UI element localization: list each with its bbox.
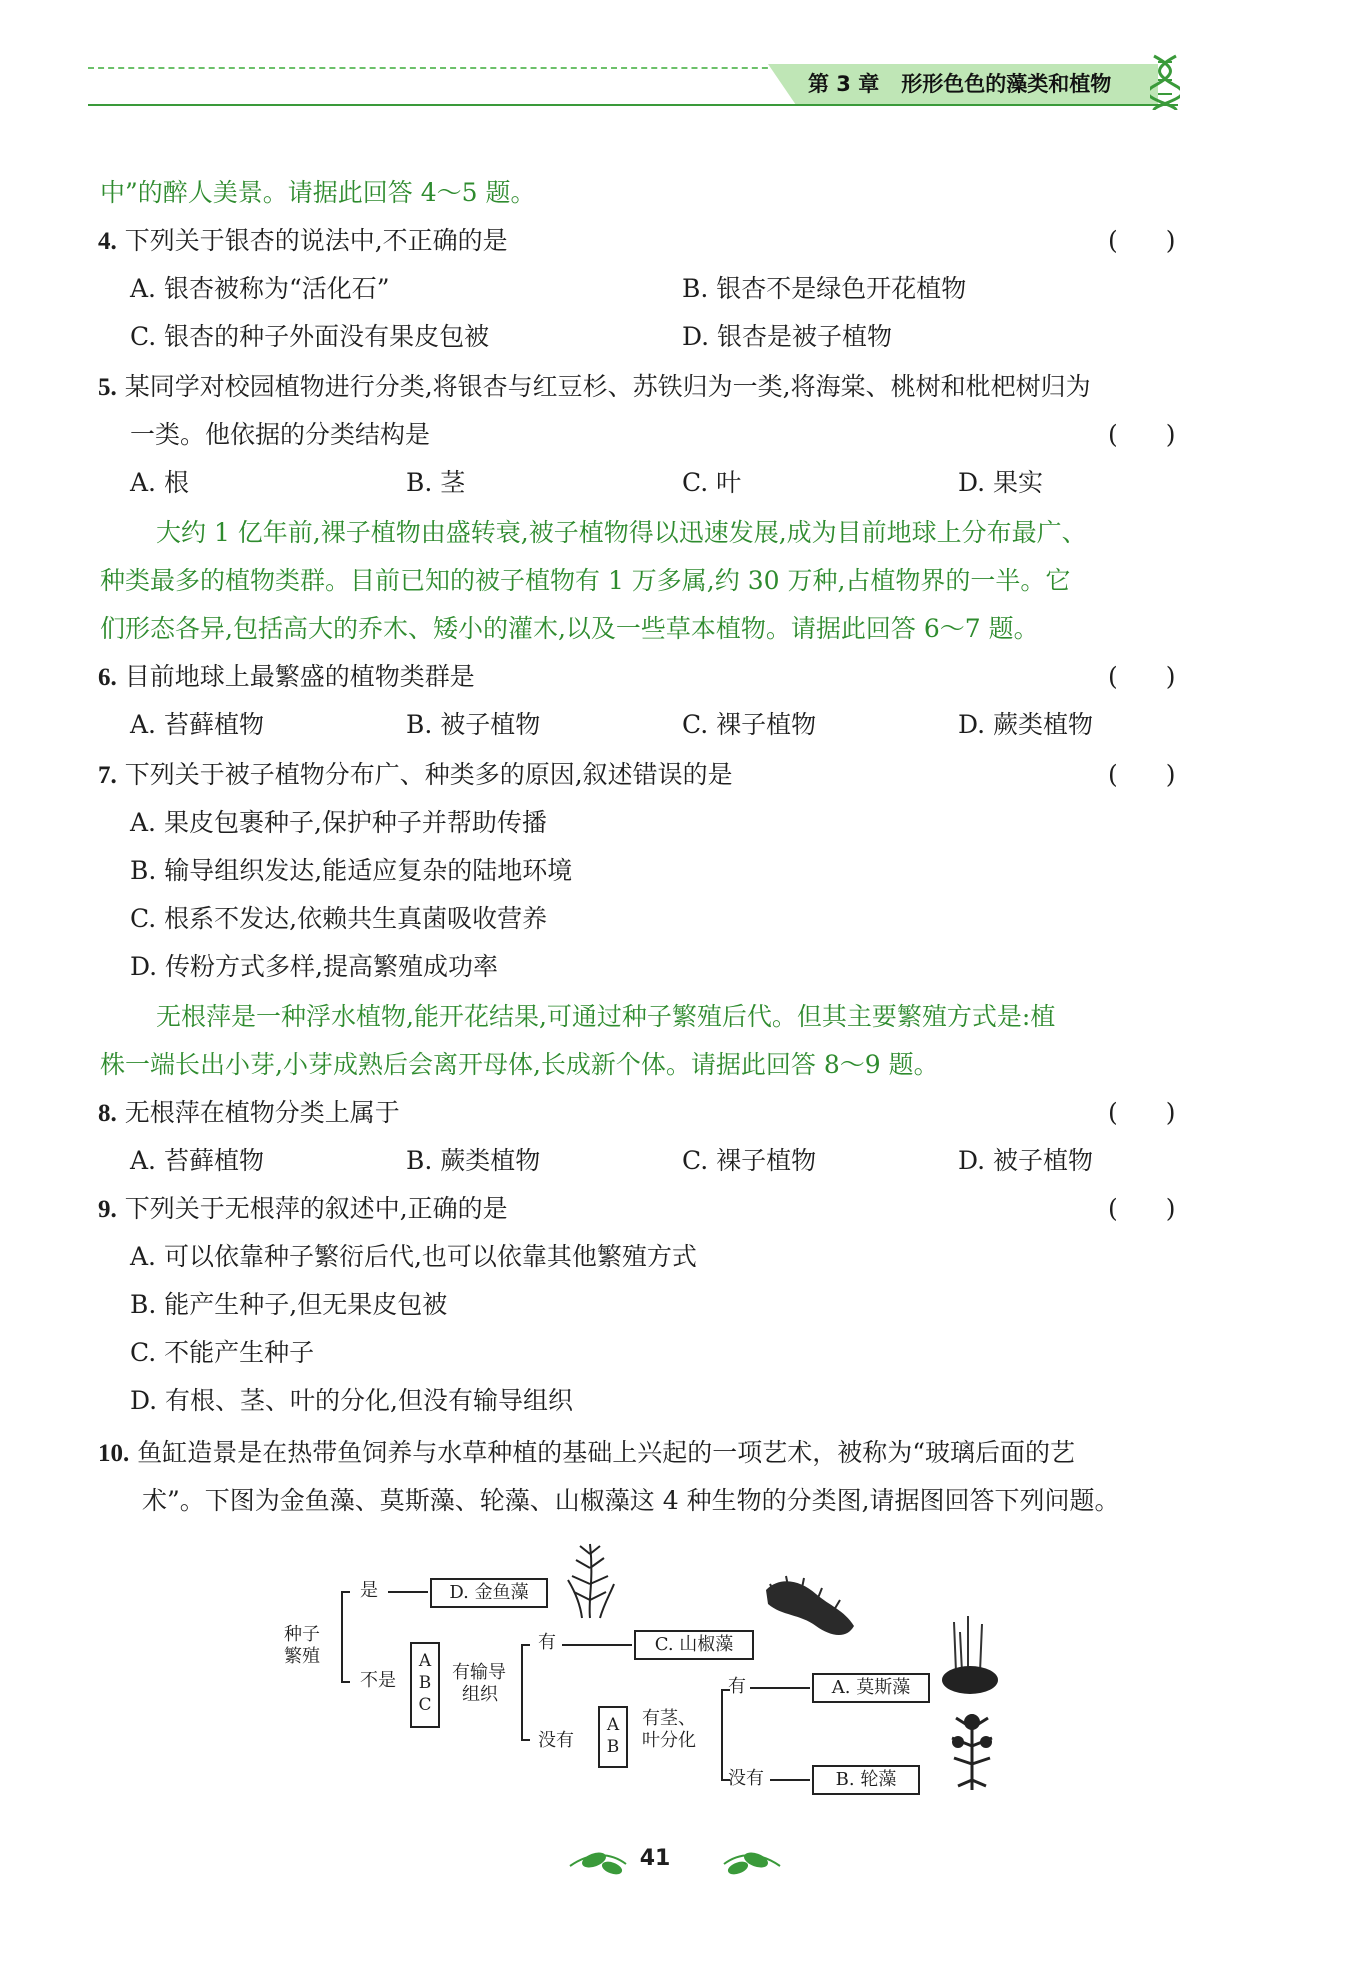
question-stem: 某同学对校园植物进行分类,将银杏与红豆杉、苏铁归为一类,将海棠、桃树和枇杷树归为	[124, 372, 1091, 401]
answer-blank[interactable]: ( )	[1108, 1098, 1196, 1127]
group-label: B	[606, 1737, 620, 1757]
option-c[interactable]: C. 裸子植物	[682, 710, 817, 739]
answer-blank[interactable]: ( )	[1108, 226, 1196, 255]
option-a[interactable]: A. 苔藓植物	[130, 1146, 264, 1175]
group-abc-box	[410, 1642, 440, 1728]
option-c[interactable]: C. 根系不发达,依赖共生真菌吸收营养	[130, 904, 548, 933]
question-number: 5.	[98, 374, 117, 401]
option-d[interactable]: D. 有根、茎、叶的分化,但没有输导组织	[130, 1386, 573, 1415]
option-b[interactable]: B. 能产生种子,但无果皮包被	[130, 1290, 448, 1319]
group-ab-box	[598, 1706, 628, 1768]
option-d[interactable]: D. 蕨类植物	[958, 710, 1094, 739]
answer-blank[interactable]: ( )	[1108, 420, 1196, 449]
option-a[interactable]: A. 果皮包裹种子,保护种子并帮助传播	[130, 808, 547, 837]
question-vascular-line2: 组织	[462, 1684, 498, 1705]
option-c[interactable]: C. 不能产生种子	[130, 1338, 315, 1367]
option-b[interactable]: B. 被子植物	[406, 710, 541, 739]
question-5	[98, 370, 1091, 404]
option-b[interactable]: B. 输导组织发达,能适应复杂的陆地环境	[130, 856, 573, 885]
question-stem: 下列关于银杏的说法中,不正确的是	[124, 226, 508, 255]
option-b[interactable]: B. 银杏不是绿色开花植物	[682, 274, 967, 303]
passage-line: 株一端长出小芽,小芽成熟后会离开母体,长成新个体。请据此回答 8～9 题。	[100, 1050, 939, 1079]
question-9	[98, 1192, 508, 1226]
group-label: C	[418, 1695, 432, 1715]
header-dashed-rule	[88, 67, 788, 69]
box-c-shanjiao-weed: C. 山椒藻	[634, 1630, 754, 1660]
box-b-chara: B. 轮藻	[812, 1765, 920, 1795]
moss-weed-illustration	[938, 1612, 1002, 1696]
branch-no: 不是	[360, 1670, 396, 1691]
question-stem-leaf-line2: 叶分化	[642, 1730, 696, 1751]
branch-have-2: 有	[728, 1676, 746, 1697]
group-label: A	[606, 1715, 620, 1735]
question-number: 4.	[98, 228, 117, 255]
answer-blank[interactable]: ( )	[1108, 760, 1196, 789]
passage-line: 大约 1 亿年前,裸子植物由盛转衰,被子植物得以迅速发展,成为目前地球上分布最广、	[156, 518, 1087, 547]
question-10-cont: 术”。下图为金鱼藻、莫斯藻、轮藻、山椒藻这 4 种生物的分类图,请据图回答下列问题。	[142, 1486, 1120, 1515]
branch-have-not: 没有	[538, 1730, 574, 1751]
chara-illustration	[942, 1708, 1002, 1792]
answer-blank[interactable]: ( )	[1108, 662, 1196, 691]
question-number: 6.	[98, 664, 117, 691]
branch-yes: 是	[360, 1580, 378, 1601]
option-b[interactable]: B. 茎	[406, 468, 466, 497]
shanjiao-weed-illustration	[760, 1570, 860, 1650]
option-d[interactable]: D. 银杏是被子植物	[682, 322, 893, 351]
question-10	[98, 1436, 1075, 1470]
question-6	[98, 660, 475, 694]
option-a[interactable]: A. 银杏被称为“活化石”	[130, 274, 390, 303]
header-rule	[88, 104, 1178, 106]
passage-line: 种类最多的植物类群。目前已知的被子植物有 1 万多属,约 30 万种,占植物界的一半。它	[100, 566, 1071, 595]
option-a[interactable]: A. 苔藓植物	[130, 710, 264, 739]
option-c[interactable]: C. 银杏的种子外面没有果皮包被	[130, 322, 490, 351]
group-label: A	[418, 1651, 432, 1671]
chapter-title: 形形色色的藻类和植物	[901, 72, 1112, 96]
root-label-line1: 种子	[284, 1624, 320, 1645]
question-stem: 下列关于无根萍的叙述中,正确的是	[124, 1194, 508, 1223]
group-label: B	[418, 1673, 432, 1693]
option-b[interactable]: B. 蕨类植物	[406, 1146, 541, 1175]
question-8	[98, 1096, 400, 1130]
option-c[interactable]: C. 叶	[682, 468, 742, 497]
option-d[interactable]: D. 传粉方式多样,提高繁殖成功率	[130, 952, 498, 981]
question-number: 7.	[98, 762, 117, 789]
chapter-heading	[808, 69, 1111, 99]
question-stem: 无根萍在植物分类上属于	[124, 1098, 400, 1127]
question-stem-leaf-line1: 有茎、	[642, 1708, 696, 1729]
option-d[interactable]: D. 被子植物	[958, 1146, 1094, 1175]
branch-have: 有	[538, 1632, 556, 1653]
option-a[interactable]: A. 根	[130, 468, 189, 497]
option-a[interactable]: A. 可以依靠种子繁衍后代,也可以依靠其他繁殖方式	[130, 1242, 697, 1271]
chapter-number: 第 3 章	[808, 72, 880, 96]
question-number: 8.	[98, 1100, 117, 1127]
question-stem: 下列关于被子植物分布广、种类多的原因,叙述错误的是	[124, 760, 733, 789]
answer-blank[interactable]: ( )	[1108, 1194, 1196, 1223]
passage-line: 们形态各异,包括高大的乔木、矮小的灌木,以及一些草本植物。请据此回答 6～7 题。	[100, 614, 1039, 643]
question-stem: 目前地球上最繁盛的植物类群是	[124, 662, 475, 691]
goldfish-weed-illustration	[560, 1540, 620, 1620]
branch-have-not-2: 没有	[728, 1768, 764, 1789]
root-label-line2: 繁殖	[284, 1646, 320, 1667]
question-number: 9.	[98, 1196, 117, 1223]
question-5-cont: 一类。他依据的分类结构是	[130, 420, 431, 449]
option-d[interactable]: D. 果实	[958, 468, 1044, 497]
question-4	[98, 224, 508, 258]
question-number: 10.	[98, 1440, 130, 1467]
dna-icon	[1150, 52, 1180, 112]
box-a-moss-weed: A. 莫斯藻	[812, 1673, 930, 1703]
passage-line: 无根萍是一种浮水植物,能开花结果,可通过种子繁殖后代。但其主要繁殖方式是:植	[156, 1002, 1056, 1031]
question-7	[98, 758, 733, 792]
question-stem: 鱼缸造景是在热带鱼饲养与水草种植的基础上兴起的一项艺术，被称为“玻璃后面的艺	[137, 1438, 1075, 1467]
passage-line: 中”的醉人美景。请据此回答 4～5 题。	[100, 178, 536, 207]
question-vascular-line1: 有输导	[452, 1662, 506, 1683]
option-c[interactable]: C. 裸子植物	[682, 1146, 817, 1175]
page-number: 41	[639, 1846, 671, 1871]
box-d-goldfish-weed: D. 金鱼藻	[430, 1578, 548, 1608]
